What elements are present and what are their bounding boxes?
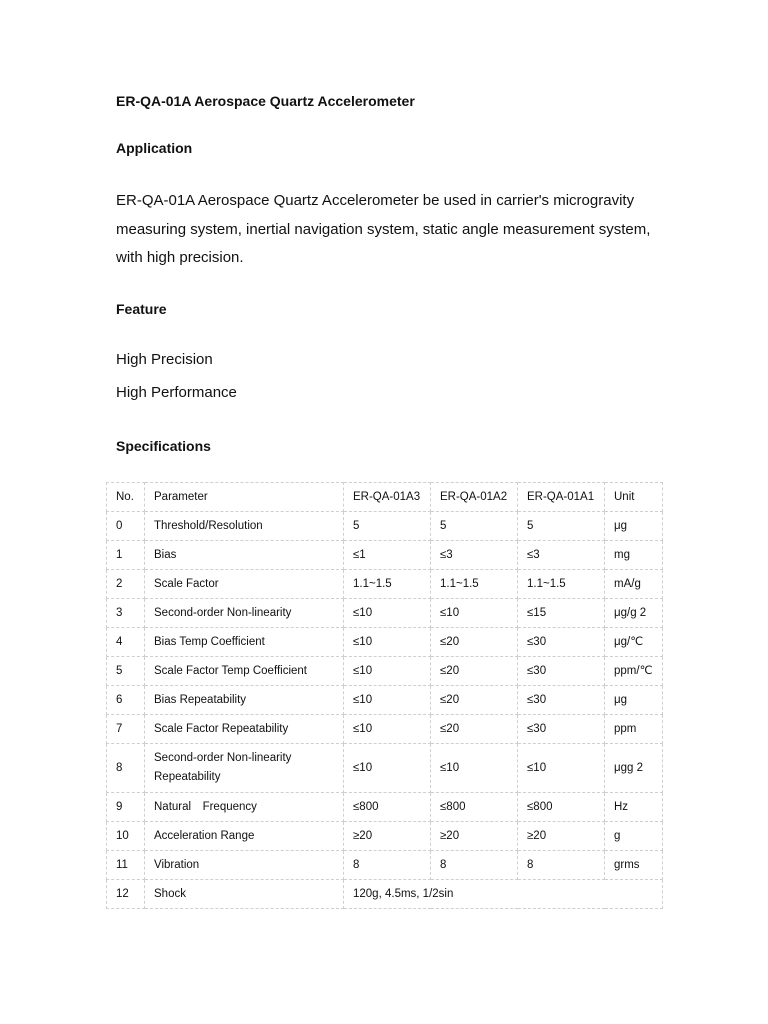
parameter-cell: Second-order Non-linearity Repeatability: [145, 744, 344, 793]
application-heading: Application: [116, 140, 193, 156]
value-cell: ≤1: [344, 541, 431, 570]
parameter-cell: Shock: [145, 880, 344, 909]
table-row: [107, 744, 663, 793]
table-row: [107, 715, 663, 744]
table-row: [107, 570, 663, 599]
value-cell: 8: [518, 851, 605, 880]
value-cell: 1.1~1.5: [344, 570, 431, 599]
unit-cell: μg: [605, 686, 663, 715]
value-cell: ≤10: [344, 744, 431, 793]
page-title: ER-QA-01A Aerospace Quartz Accelerometer: [116, 93, 415, 109]
value-cell: 1.1~1.5: [431, 570, 518, 599]
feature-item: High Performance: [116, 384, 237, 401]
value-cell: ≤20: [431, 628, 518, 657]
row-number: 1: [107, 541, 145, 570]
value-cell: ≤800: [518, 793, 605, 822]
unit-cell: μg/℃: [605, 628, 663, 657]
table-row: [107, 541, 663, 570]
unit-cell: grms: [605, 851, 663, 880]
value-cell: ≤10: [344, 599, 431, 628]
row-number: 7: [107, 715, 145, 744]
value-cell: 120g, 4.5ms, 1/2sin: [344, 880, 663, 909]
row-number: 12: [107, 880, 145, 909]
table-row: [107, 851, 663, 880]
value-cell: 8: [344, 851, 431, 880]
application-text: ER-QA-01A Aerospace Quartz Accelerometer be used in carrier's microgravity measuring system, inertial navigation system, static angle measurement system, with high precision.: [116, 192, 651, 266]
column-header: ER-QA-01A1: [518, 483, 605, 512]
table-row: [107, 686, 663, 715]
parameter-cell: Bias: [145, 541, 344, 570]
feature-item: High Precision: [116, 351, 213, 368]
value-cell: ≤3: [431, 541, 518, 570]
column-header: ER-QA-01A2: [431, 483, 518, 512]
parameter-cell: Bias Temp Coefficient: [145, 628, 344, 657]
value-cell: ≤30: [518, 686, 605, 715]
parameter-cell: Second-order Non-linearity: [145, 599, 344, 628]
value-cell: ≥20: [344, 822, 431, 851]
unit-cell: mg: [605, 541, 663, 570]
row-number: 5: [107, 657, 145, 686]
table-row: [107, 822, 663, 851]
table-row: [107, 657, 663, 686]
column-header: No.: [107, 483, 145, 512]
column-header: Parameter: [145, 483, 344, 512]
value-cell: 5: [431, 512, 518, 541]
parameter-cell: Bias Repeatability: [145, 686, 344, 715]
value-cell: 1.1~1.5: [518, 570, 605, 599]
value-cell: ≤800: [431, 793, 518, 822]
row-number: 9: [107, 793, 145, 822]
table-row: [107, 512, 663, 541]
unit-cell: ppm: [605, 715, 663, 744]
unit-cell: Hz: [605, 793, 663, 822]
parameter-cell: Threshold/Resolution: [145, 512, 344, 541]
value-cell: ≤800: [344, 793, 431, 822]
value-cell: ≤20: [431, 686, 518, 715]
parameter-cell: Acceleration Range: [145, 822, 344, 851]
row-number: 2: [107, 570, 145, 599]
value-cell: ≥20: [518, 822, 605, 851]
row-number: 6: [107, 686, 145, 715]
row-number: 8: [107, 744, 145, 793]
unit-cell: μgg 2: [605, 744, 663, 793]
value-cell: ≤10: [344, 657, 431, 686]
row-number: 4: [107, 628, 145, 657]
unit-cell: μg: [605, 512, 663, 541]
row-number: 10: [107, 822, 145, 851]
unit-cell: g: [605, 822, 663, 851]
value-cell: ≥20: [431, 822, 518, 851]
unit-cell: ppm/℃: [605, 657, 663, 686]
column-header: Unit: [605, 483, 663, 512]
unit-cell: mA/g: [605, 570, 663, 599]
value-cell: ≤10: [431, 744, 518, 793]
value-cell: ≤15: [518, 599, 605, 628]
value-cell: ≤10: [431, 599, 518, 628]
table-row: [107, 793, 663, 822]
value-cell: ≤3: [518, 541, 605, 570]
specifications-heading: Specifications: [116, 438, 211, 454]
value-cell: ≤20: [431, 715, 518, 744]
value-cell: 5: [344, 512, 431, 541]
parameter-cell: Scale Factor Temp Coefficient: [145, 657, 344, 686]
parameter-cell: Vibration: [145, 851, 344, 880]
row-number: 3: [107, 599, 145, 628]
row-number: 0: [107, 512, 145, 541]
value-cell: ≤10: [344, 715, 431, 744]
value-cell: ≤30: [518, 715, 605, 744]
value-cell: ≤20: [431, 657, 518, 686]
parameter-cell: Scale Factor: [145, 570, 344, 599]
value-cell: ≤10: [344, 628, 431, 657]
table-row: [107, 599, 663, 628]
value-cell: ≤10: [344, 686, 431, 715]
parameter-cell: Scale Factor Repeatability: [145, 715, 344, 744]
value-cell: ≤30: [518, 657, 605, 686]
unit-cell: μg/g 2: [605, 599, 663, 628]
specifications-table: [106, 482, 663, 909]
value-cell: ≤30: [518, 628, 605, 657]
feature-heading: Feature: [116, 301, 167, 317]
value-cell: 8: [431, 851, 518, 880]
table-row: [107, 628, 663, 657]
column-header: ER-QA-01A3: [344, 483, 431, 512]
value-cell: 5: [518, 512, 605, 541]
table-row: [107, 880, 663, 909]
value-cell: ≤10: [518, 744, 605, 793]
table-header-row: [107, 483, 663, 512]
parameter-cell: Natural Frequency: [145, 793, 344, 822]
row-number: 11: [107, 851, 145, 880]
